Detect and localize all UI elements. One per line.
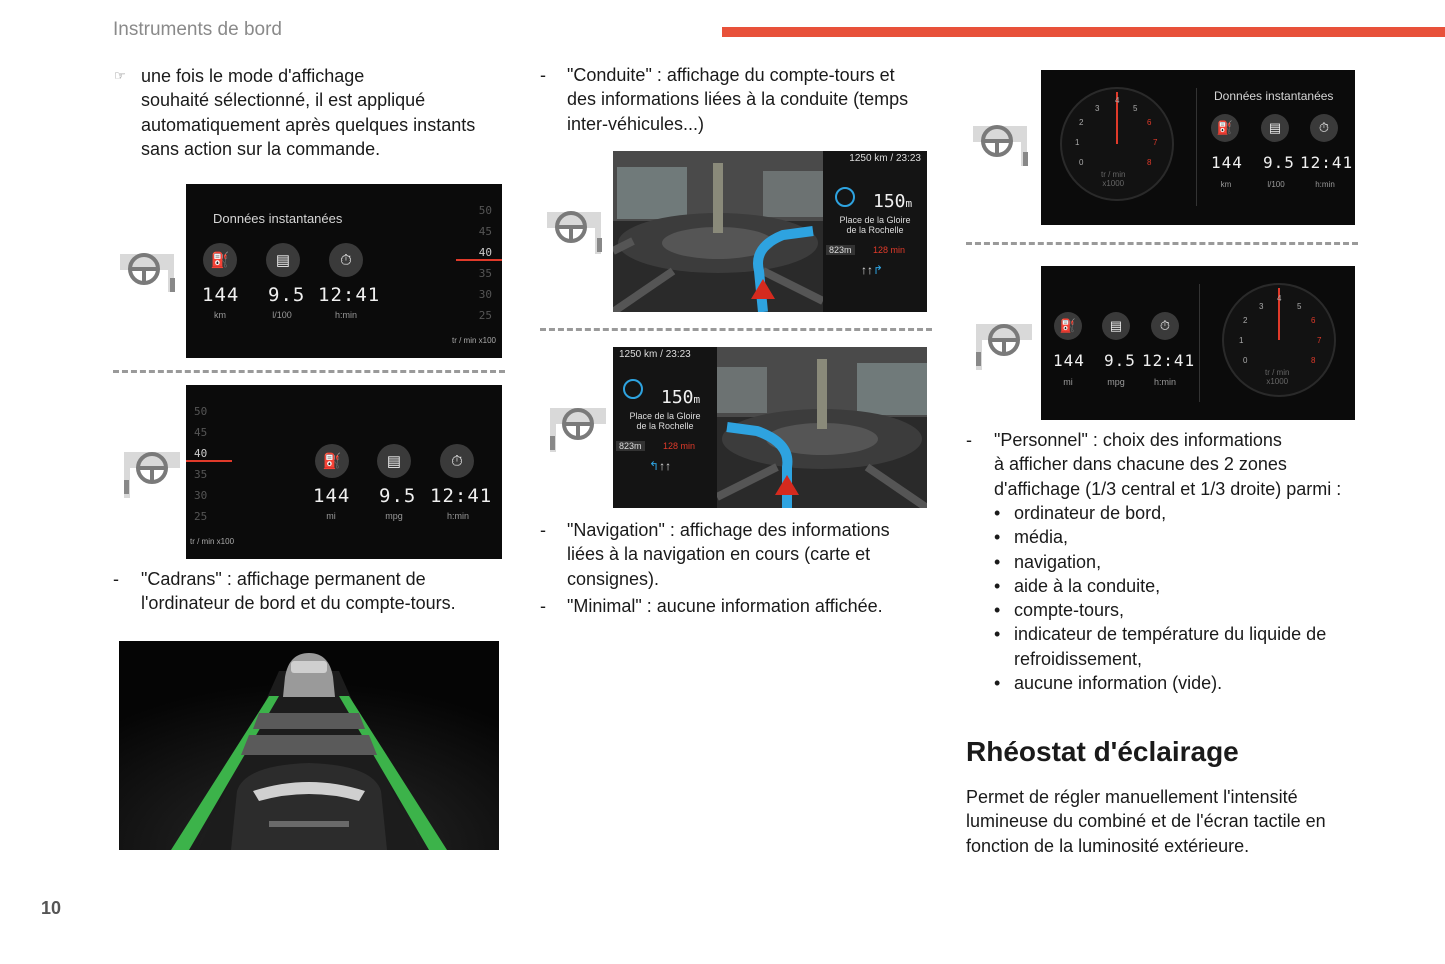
list-item: • compte-tours, [994,600,1125,621]
conduite-paragraph: "Conduite" : affichage du compte-tours et des informations liées à la conduite (temps inter-véhicules...) [567,65,909,134]
cluster-screen-personal-data-tacho [1041,266,1355,420]
steering-wheel-icon [545,208,607,258]
cadrans-paragraph: "Cadrans" : affichage permanent de l'ordinateur de bord et du compte-tours. [141,569,456,614]
map-view [717,347,927,508]
consumption-value: 9.5 [1104,351,1136,370]
unit-km: km [214,310,226,320]
rpm-scale: 50 45 40 35 30 25 [478,204,492,322]
nav-distance: 150m [661,387,701,408]
tacho-tick: 5 [1297,302,1302,311]
time-value: 12:41 [1142,351,1196,370]
rpm-needle [456,259,502,261]
nav-dist-time: 1250 km / 23:23 [849,153,921,164]
consumption-value: 9.5 [379,485,417,507]
list-item: • navigation, [994,551,1102,572]
tacho-tick: 0 [1243,356,1248,365]
nav-place: Place de la Gloire de la Rochelle [629,411,701,431]
tachometer-dial [1205,266,1355,420]
zone-divider [1199,284,1200,402]
tacho-tick: 1 [1239,336,1244,345]
rpm-needle [186,460,232,462]
list-item: • indicateur de température du liquide de [994,624,1327,645]
unit-mpg: mpg [385,511,403,521]
screen-title: Données instantanées [1214,89,1334,103]
fuel-icon: ⛽ [1054,312,1082,340]
timer-icon: ⏱ [1151,312,1179,340]
nav-chip-distance: 823m [616,441,645,451]
unit-hmin: h:min [1315,180,1335,189]
page-number: 10 [41,898,62,918]
tacho-tick: 8 [1147,158,1152,167]
consumption-value: 9.5 [1263,153,1295,172]
personnel-paragraph: "Personnel" : choix des informations à afficher dans chacune des 2 zones d'affichage (1/3 central et 1/3 droite) parmi : [994,430,1342,499]
roundabout-icon [623,379,643,399]
timer-icon: ⏱ [440,444,474,478]
unit-mi: mi [326,511,336,521]
list-item: • aide à la conduite, [994,575,1161,596]
rpm-label: tr / min x100 [190,537,235,546]
consumption-value: 9.5 [268,284,306,306]
tacho-tick: 4 [1115,96,1120,105]
tacho-tick: 5 [1133,104,1138,113]
cluster-screen-personal-tacho-data [1041,70,1355,225]
list-item: • ordinateur de bord, [994,503,1167,523]
unit-l100: l/100 [1267,180,1285,189]
unit-mi: mi [1063,377,1073,387]
lane-arrows-icon: ↰↑↑ [649,459,672,473]
fuel-icon: ⛽ [203,243,237,277]
separator [966,242,1358,245]
list-item: • média, [994,527,1069,548]
rpm-label: tr / min x100 [451,336,496,345]
speed-value: 144 [313,485,351,507]
steering-wheel-icon [971,120,1035,172]
map-view [613,151,823,312]
time-value: 12:41 [430,485,493,507]
nav-chip-distance: 823m [826,245,855,255]
tacho-tick: 2 [1079,118,1084,127]
unit-l100: l/100 [272,310,292,320]
list-item: • aucune information (vide). [994,673,1223,694]
tacho-tick: 1 [1075,138,1080,147]
rpm-scale: 50 45 40 35 30 25 [194,405,208,523]
options-list [994,501,1394,695]
tacho-tick: 3 [1259,302,1264,311]
tacho-tick: 0 [1079,158,1084,167]
intro-paragraph: une fois le mode d'affichage souhaité sélectionné, il est appliqué automatiquement après quelques instants sans action sur la commande. [141,66,476,159]
steering-wheel-icon [542,404,608,456]
time-value: 12:41 [318,284,381,306]
speed-value: 144 [1211,153,1243,172]
consumption-icon: ▤ [377,444,411,478]
consumption-icon: ▤ [1261,114,1289,142]
steering-wheel-icon [968,322,1034,372]
tachometer-dial [1041,70,1191,225]
nav-panel [613,347,717,508]
roundabout-icon [835,187,855,207]
zone-divider [1196,88,1197,206]
navigation-paragraph: "Navigation" : affichage des informations liées à la navigation en cours (carte et consignes). [567,520,890,589]
list-dash: - [540,65,546,85]
fuel-icon: ⛽ [1211,114,1239,142]
consumption-icon: ▤ [1102,312,1130,340]
nav-chip-time: 128 min [663,441,696,451]
cluster-screen-navigation-alt [613,347,927,508]
tacho-tick: 7 [1153,138,1158,147]
list-dash: - [540,596,546,616]
minimal-paragraph: "Minimal" : aucune information affichée. [567,596,883,616]
unit-mpg: mpg [1107,377,1125,387]
nav-place: Place de la Gloire de la Rochelle [839,215,911,235]
fuel-icon: ⛽ [315,444,349,478]
rpm-label: tr / min x1000 [1101,170,1126,188]
time-value: 12:41 [1300,153,1354,172]
section-accent-bar [722,27,1445,37]
unit-km: km [1220,180,1232,189]
tacho-tick: 6 [1147,118,1152,127]
speed-value: 144 [202,284,240,306]
nav-chip-time: 128 min [873,245,906,255]
nav-distance: 150m [873,191,913,212]
separator [113,370,505,373]
list-dash: - [966,430,972,450]
timer-icon: ⏱ [1310,114,1338,142]
cluster-screen-data-km [186,184,502,358]
screen-title: Données instantanées [213,211,343,226]
rpm-label: tr / min x1000 [1265,368,1290,386]
tacho-tick: 7 [1317,336,1322,345]
list-dash: - [113,569,119,589]
nav-dist-time: 1250 km / 23:23 [619,349,691,360]
nav-panel [823,151,927,312]
unit-hmin: h:min [446,511,469,521]
list-dash: - [540,520,546,540]
consumption-icon: ▤ [266,243,300,277]
separator [540,328,932,331]
driving-assist-image [119,641,499,850]
tacho-tick: 2 [1243,316,1248,325]
hand-pointer-icon: ☞ [114,68,126,83]
unit-hmin: h:min [1153,377,1176,387]
section-title: Instruments de bord [113,19,282,40]
cluster-screen-data-mi [186,385,502,559]
rheostat-paragraph: Permet de régler manuellement l'intensité lumineuse du combiné et de l'écran tactile en fonction de la luminosité extérieure. [966,787,1326,856]
cluster-screen-navigation [613,151,927,312]
lane-arrows-icon: ↑↑↱ [861,263,884,277]
tacho-tick: 6 [1311,316,1316,325]
tacho-tick: 4 [1277,294,1282,303]
speed-value: 144 [1053,351,1085,370]
steering-wheel-icon [116,450,182,500]
timer-icon: ⏱ [329,243,363,277]
list-item-continuation: refroidissement, [1014,648,1143,669]
tacho-tick: 8 [1311,356,1316,365]
section-heading: Rhéostat d'éclairage [966,736,1239,767]
steering-wheel-icon [118,248,182,300]
unit-hmin: h:min [334,310,357,320]
tacho-tick: 3 [1095,104,1100,113]
